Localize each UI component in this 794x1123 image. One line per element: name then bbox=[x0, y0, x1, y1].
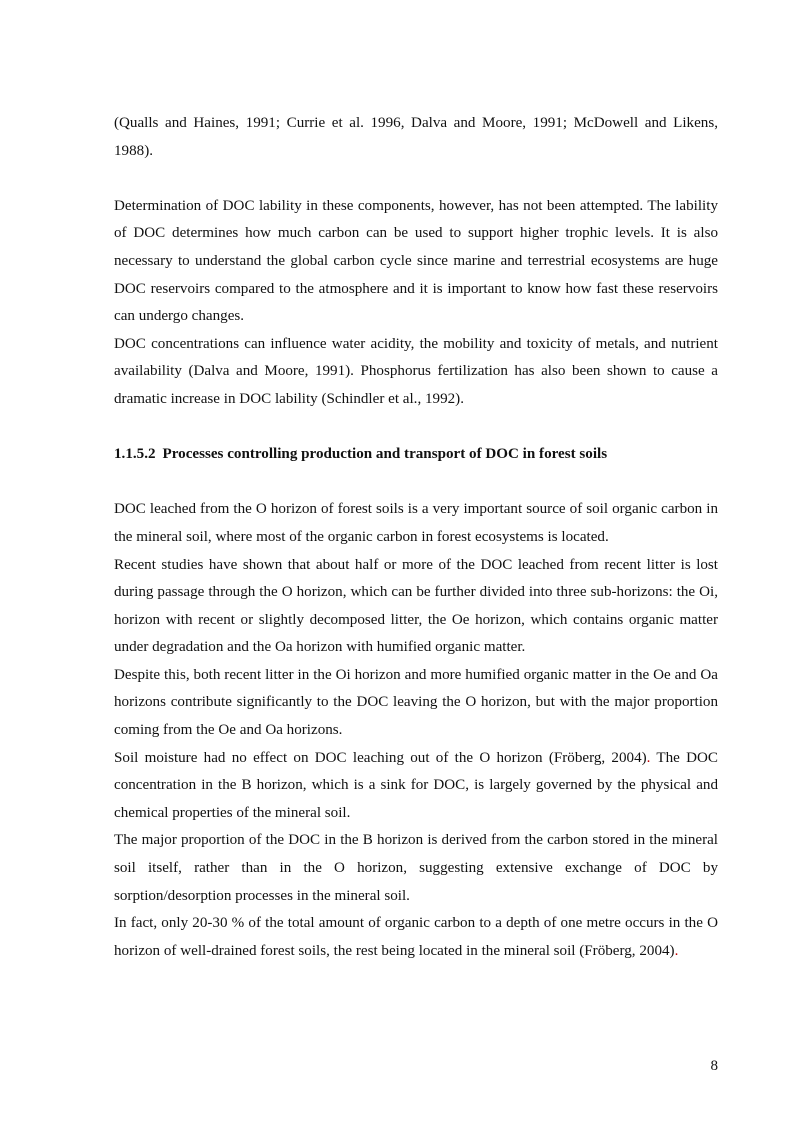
section-number: 1.1.5.2 bbox=[114, 446, 156, 463]
organic-carbon-text: In fact, only 20-30 % of the total amount of organic carbon to a depth of one metre occurs in the O horizon of well-drained forest soils, the rest being located in the mineral soil (Fröberg, 2004) bbox=[114, 915, 718, 959]
paragraph-b-horizon-carbon: The major proportion of the DOC in the B horizon is derived from the carbon stored in the mineral soil itself, rather than in the O horizon, suggesting extensive exchange of DOC by sorption/desorption processes in the mineral soil. bbox=[114, 832, 718, 904]
spacer bbox=[114, 414, 718, 442]
document-page bbox=[114, 110, 718, 965]
paragraph-humified-matter: Despite this, both recent litter in the Oi horizon and more humified organic matter in the Oe and Oa horizons contribute significantly to the DOC leaving the O horizon, but with the major proportion coming from the Oe and Oa horizons. bbox=[114, 666, 718, 739]
spacer bbox=[114, 469, 718, 497]
section-heading bbox=[114, 441, 718, 469]
paragraph-soil-moisture bbox=[114, 745, 718, 828]
highlighted-period: . bbox=[646, 749, 651, 766]
paragraph-sub-horizons: Recent studies have shown that about half or more of the DOC leached from recent litter is lost during passage through the O horizon, which can be further divided into three sub-horizons: the Oi, horizon with recent or slightly decomposed litter, the Oe horizon, which contains organic matter under degradation and the Oa horizon with humified organic matter. bbox=[114, 556, 718, 656]
paragraph-organic-carbon-depth bbox=[114, 910, 718, 965]
page-number: 8 bbox=[710, 1058, 718, 1074]
section-title: Processes controlling production and transport of DOC in forest soils bbox=[162, 446, 608, 463]
b-horizon-text: The DOC concentration in the B horizon, which is a sink for DOC, is largely governed by the physical and chemical properties of the mineral soil. bbox=[114, 749, 718, 821]
paragraph-o-horizon-source: DOC leached from the O horizon of forest soils is a very important source of soil organic carbon in the mineral soil, where most of the organic carbon in forest ecosystems is located. bbox=[114, 501, 718, 545]
soil-moisture-text: Soil moisture had no effect on DOC leaching out of the O horizon (Fröberg, 2004) bbox=[114, 749, 647, 766]
spacer bbox=[114, 165, 718, 193]
highlighted-period: . bbox=[674, 942, 679, 959]
paragraph-doc-concentrations: DOC concentrations can influence water acidity, the mobility and toxicity of metals, and nutrient availability (Dalva and Moore, 1991). Phosphorus fertilization has also been shown to cause a dramatic increase in DOC lability (Schindler et al., 1992). bbox=[114, 335, 718, 407]
paragraph-doc-lability: Determination of DOC lability in these components, however, has not been attempted. The lability of DOC determines how much carbon can be used to support higher trophic levels. It is also necessary to understand the global carbon cycle since marine and terrestrial ecosystems are huge DOC reservoirs compared to the atmosphere and it is important to know how fast these reservoirs can undergo changes. bbox=[114, 197, 718, 325]
paragraph-citations: (Qualls and Haines, 1991; Currie et al. 1996, Dalva and Moore, 1991; McDowell and Likens, 1988). bbox=[114, 115, 718, 159]
